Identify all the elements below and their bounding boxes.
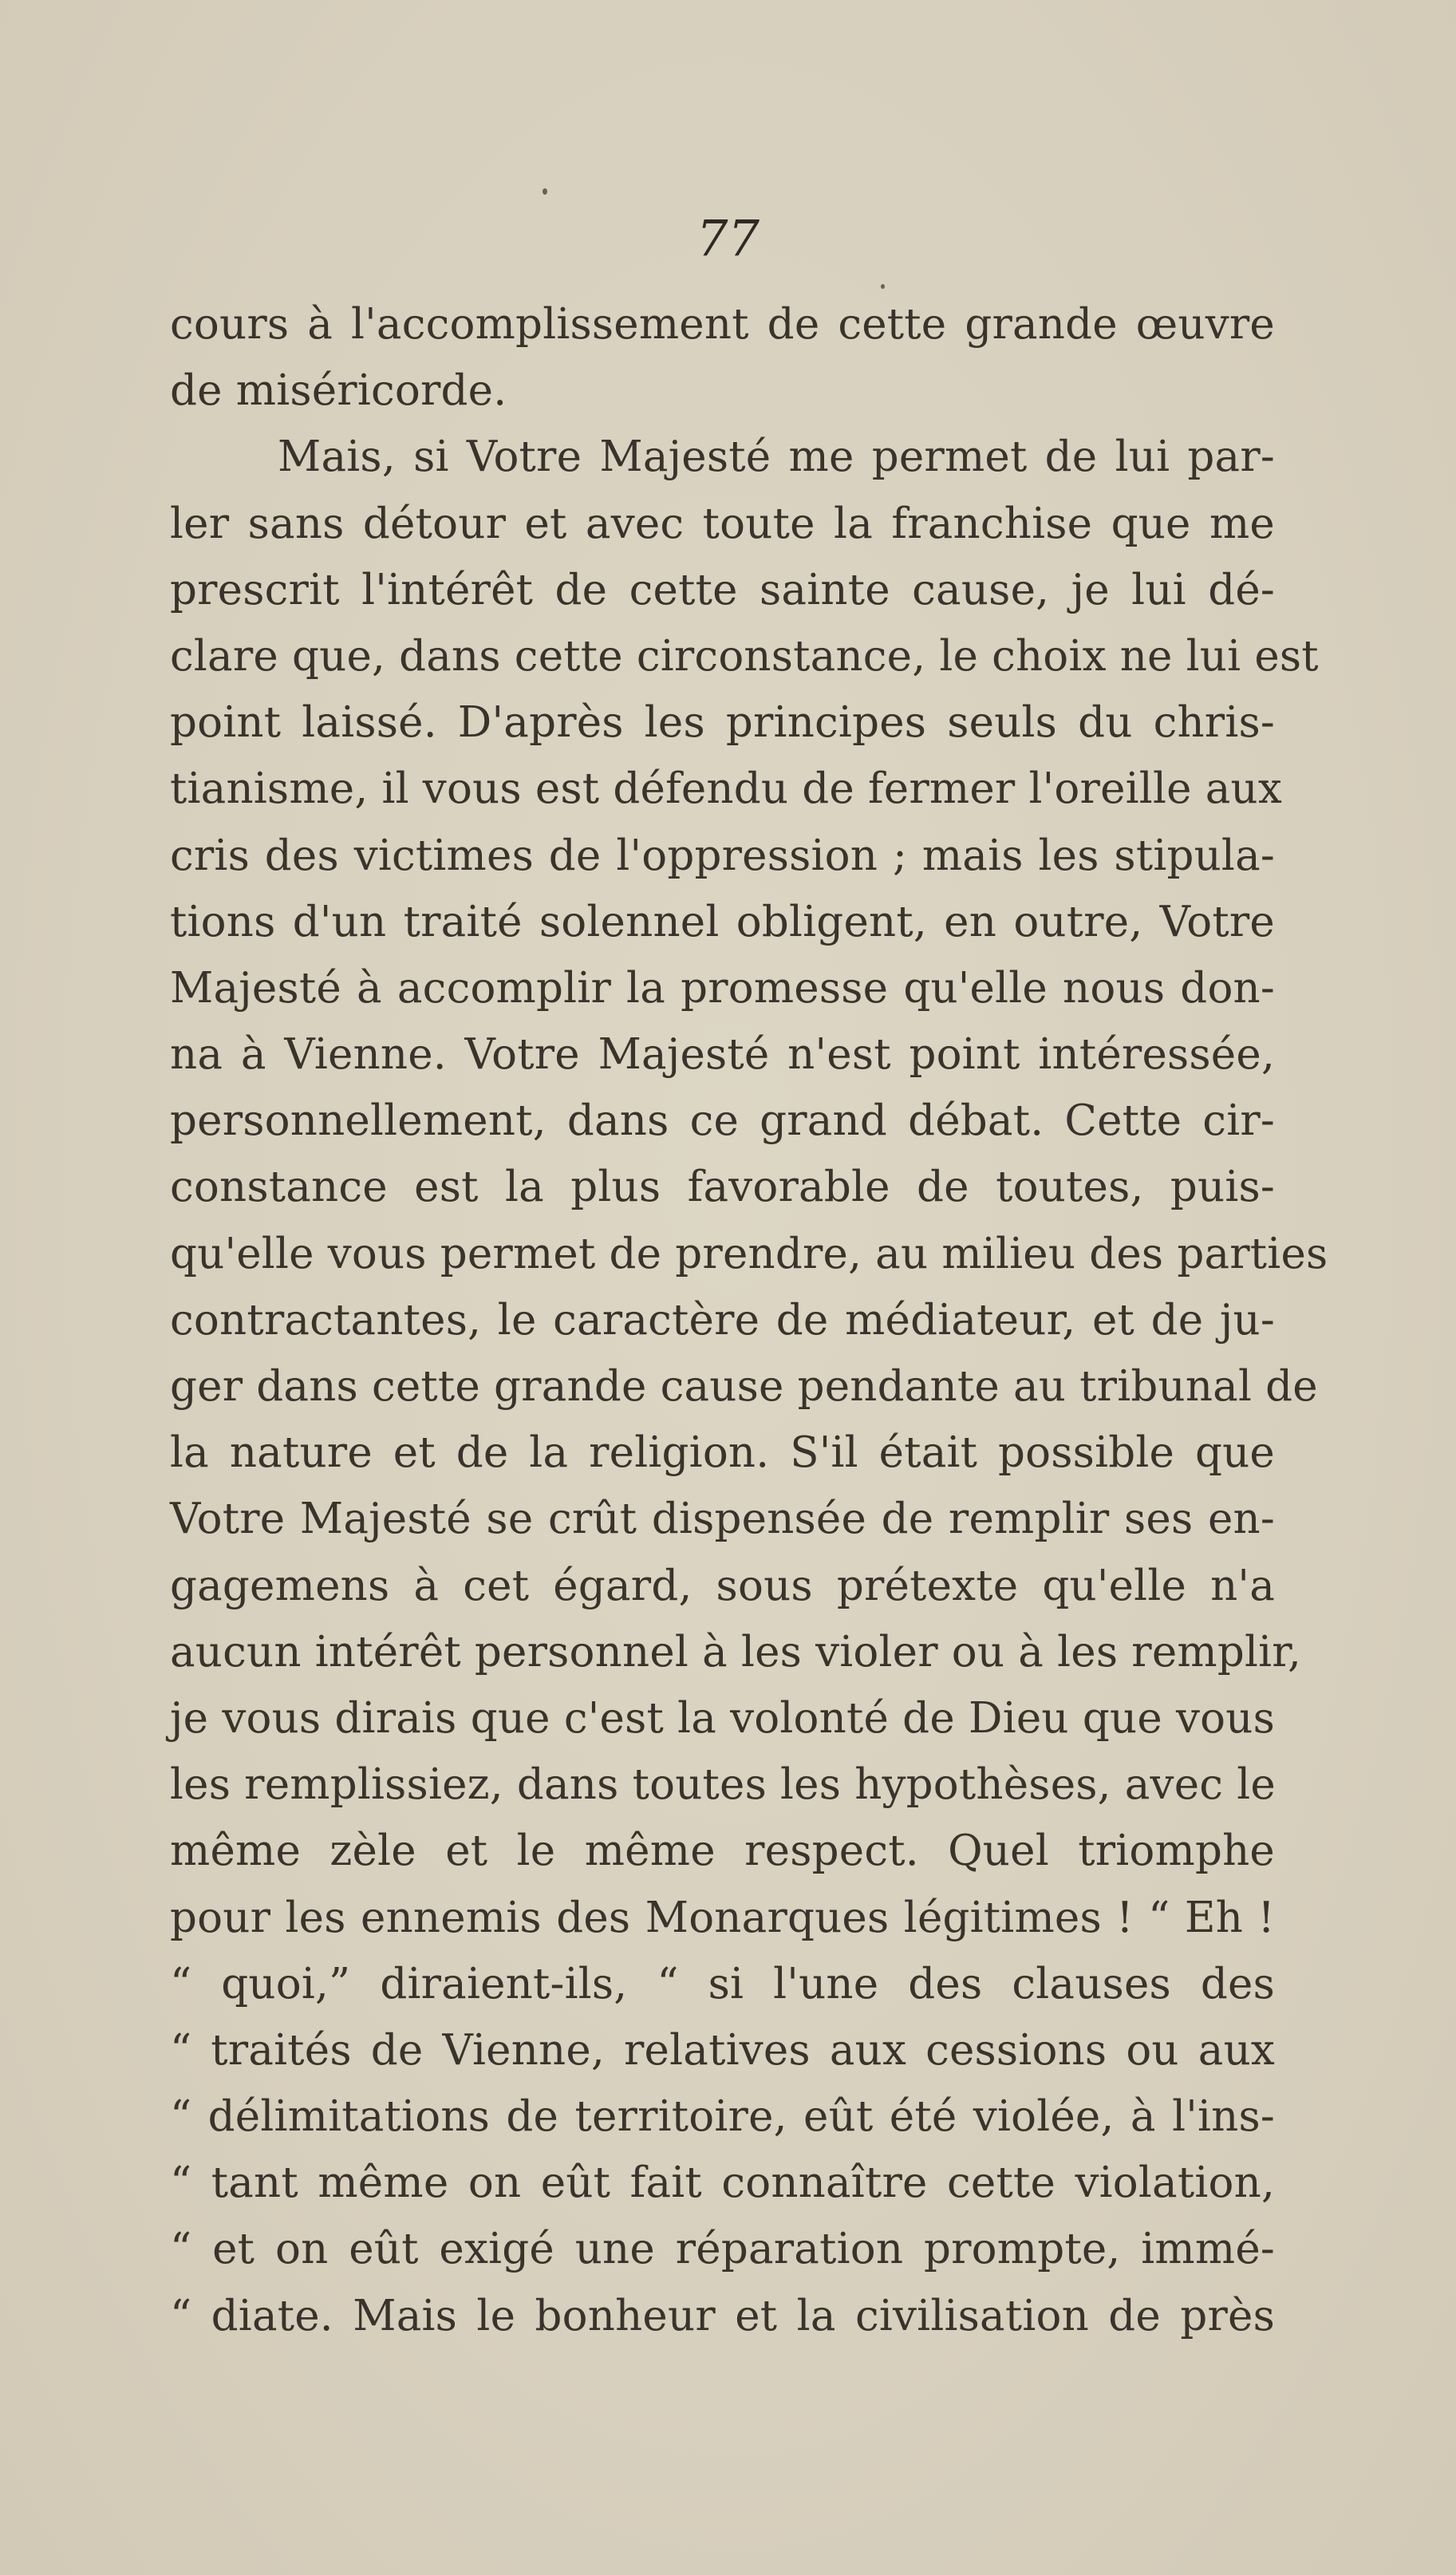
text-line: cris des victimes de l'oppression ; mais les stipula- [170,831,1275,880]
page-number: 77 [696,209,760,267]
text-line: tianisme, il vous est défendu de fermer l'oreille aux [170,764,1282,814]
text-line: na à Vienne. Votre Majesté n'est point intéressée, [170,1030,1275,1080]
text-line: Mais, si Votre Majesté me permet de lui par- [278,432,1275,482]
ink-speck [543,188,547,195]
ink-speck [881,284,885,289]
text-line: tions d'un traité solennel obligent, en outre, Votre [170,897,1275,946]
text-line: constance est la plus favorable de toutes, puis- [170,1163,1275,1212]
text-line: cours à l'accomplissement de cette grande œuvre [170,300,1275,349]
text-line: “ traités de Vienne, relatives aux cessions ou aux [170,2025,1275,2075]
text-line: pour les ennemis des Monarques légitimes ! “ Eh ! [170,1893,1275,1942]
text-line: de miséricorde. [170,366,507,416]
text-line: clare que, dans cette circonstance, le choix ne lui est [170,631,1319,681]
text-line: ger dans cette grande cause pendante au tribunal de [170,1362,1318,1411]
text-line: la nature et de la religion. S'il était possible que [170,1428,1275,1478]
text-line: “ diate. Mais le bonheur et la civilisation de près [170,2291,1275,2340]
text-line: point laissé. D'après les principes seuls du chris- [170,698,1275,748]
text-line: même zèle et le même respect. Quel triomphe [170,1827,1275,1876]
text-line: gagemens à cet égard, sous prétexte qu'elle n'a [170,1561,1275,1610]
text-line: aucun intérêt personnel à les violer ou à les remplir, [170,1627,1302,1677]
text-line: contractantes, le caractère de médiateur, et de ju- [170,1295,1275,1345]
text-line: ler sans détour et avec toute la franchise que me [170,499,1275,548]
text-line: Majesté à accomplir la promesse qu'elle nous don- [170,963,1275,1013]
text-line: personnellement, dans ce grand débat. Cette cir- [170,1096,1275,1146]
text-line: qu'elle vous permet de prendre, au milieu des parties [170,1229,1328,1278]
text-line: “ quoi,” diraient-ils, “ si l'une des clauses des [170,1959,1275,2008]
text-line: les remplissiez, dans toutes les hypothèses, avec le [170,1760,1276,1810]
text-line: “ et on eût exigé une réparation prompte, immé- [170,2225,1275,2274]
text-line: prescrit l'intérêt de cette sainte cause, je lui dé- [170,565,1275,614]
text-line: Votre Majesté se crût dispensée de remplir ses en- [170,1495,1275,1544]
text-line: “ délimitations de territoire, eût été violée, à l'ins- [170,2092,1275,2142]
text-line: je vous dirais que c'est la volonté de Dieu que vous [170,1693,1275,1743]
text-line: “ tant même on eût fait connaître cette violation, [170,2158,1275,2208]
body-text [170,291,1328,2349]
